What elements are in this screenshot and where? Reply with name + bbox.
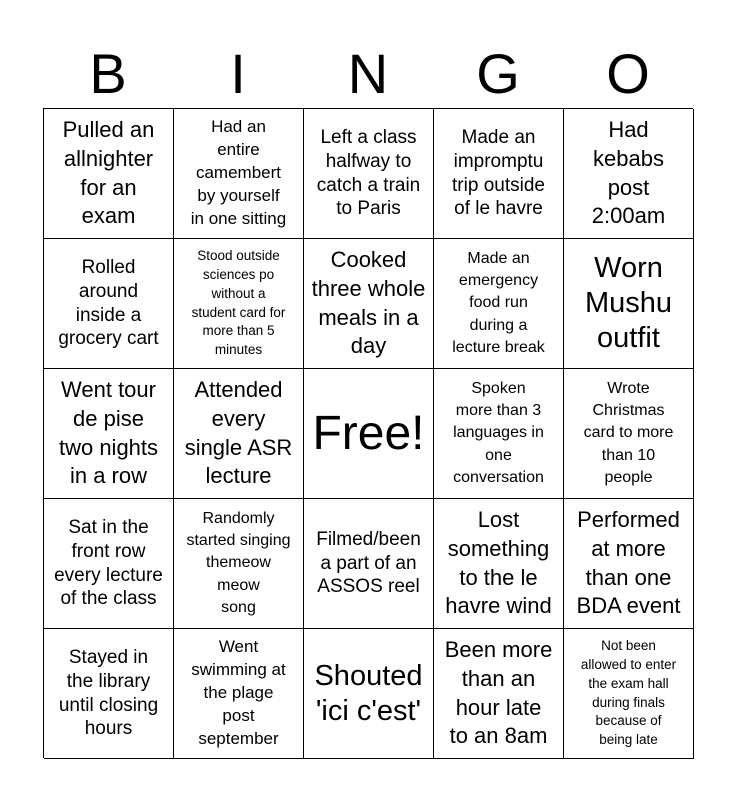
cell-text: Had an entire camembert by yourself in one sitting	[190, 117, 287, 228]
free-space-cell[interactable]	[304, 369, 434, 499]
cell-text: Pulled an allnighter for an exam	[62, 117, 155, 229]
cell-text: Attended every single ASR lecture	[184, 377, 293, 489]
cell-text: Performed at more than one BDA event	[576, 507, 681, 619]
cell-text: Stood outside sciences po without a student card for more than 5 minutes	[191, 247, 286, 358]
bingo-cell[interactable]	[434, 239, 564, 369]
bingo-cell[interactable]	[304, 109, 434, 239]
header-letter-i: I	[230, 42, 246, 105]
bingo-cell[interactable]	[174, 369, 304, 499]
cell-text: Been more than an hour late to an 8am	[444, 637, 553, 749]
bingo-cell[interactable]	[174, 629, 304, 759]
bingo-cell[interactable]	[44, 369, 174, 499]
bingo-header	[43, 40, 693, 108]
cell-text: Randomly started singing themeow meow song	[186, 509, 291, 617]
header-letter-n: N	[347, 42, 389, 105]
bingo-board	[43, 108, 693, 758]
header-letter-b: B	[89, 42, 127, 105]
bingo-cell[interactable]	[174, 239, 304, 369]
bingo-cell[interactable]	[564, 369, 694, 499]
cell-text: Went tour de pise two nights in a row	[58, 377, 159, 489]
bingo-cell[interactable]	[44, 499, 174, 629]
bingo-cell[interactable]	[434, 109, 564, 239]
bingo-cell[interactable]	[434, 499, 564, 629]
cell-text: Cooked three whole meals in a day	[311, 247, 426, 359]
bingo-cell[interactable]	[304, 239, 434, 369]
cell-text: Sat in the front row every lecture of the class	[54, 517, 163, 610]
bingo-cell[interactable]	[434, 369, 564, 499]
cell-text: Spoken more than 3 languages in one conversation	[453, 379, 544, 487]
bingo-cell[interactable]	[44, 109, 174, 239]
bingo-cell[interactable]	[564, 499, 694, 629]
bingo-cell[interactable]	[44, 629, 174, 759]
cell-text: Made an emergency food run during a lecture break	[452, 249, 545, 357]
cell-text: Went swimming at the plage post september	[191, 637, 286, 748]
cell-text: Rolled around inside a grocery cart	[58, 257, 159, 350]
cell-text: Not been allowed to enter the exam hall during finals because of being late	[580, 637, 677, 748]
cell-text: Left a class halfway to catch a train to Paris	[316, 127, 421, 220]
header-letter-o: O	[606, 42, 650, 105]
cell-text: Lost something to the le havre wind	[445, 507, 552, 619]
free-space-text: Free!	[312, 406, 425, 460]
bingo-cell[interactable]	[564, 629, 694, 759]
cell-text: Filmed/been a part of an ASSOS reel	[316, 528, 421, 598]
cell-text: Had kebabs post 2:00am	[591, 117, 666, 229]
bingo-cell[interactable]	[304, 499, 434, 629]
bingo-cell[interactable]	[174, 499, 304, 629]
bingo-cell[interactable]	[304, 629, 434, 759]
cell-text: Shouted 'ici c'est'	[314, 659, 423, 727]
bingo-cell[interactable]	[174, 109, 304, 239]
cell-text: Made an impromptu trip outside of le havre	[452, 127, 545, 220]
cell-text: Wrote Christmas card to more than 10 people	[583, 379, 674, 487]
bingo-cell[interactable]	[564, 239, 694, 369]
cell-text: Worn Mushu outfit	[584, 252, 673, 354]
bingo-cell[interactable]	[564, 109, 694, 239]
bingo-cell[interactable]	[44, 239, 174, 369]
header-letter-g: G	[476, 42, 520, 105]
bingo-cell[interactable]	[434, 629, 564, 759]
cell-text: Stayed in the library until closing hours	[58, 647, 159, 740]
